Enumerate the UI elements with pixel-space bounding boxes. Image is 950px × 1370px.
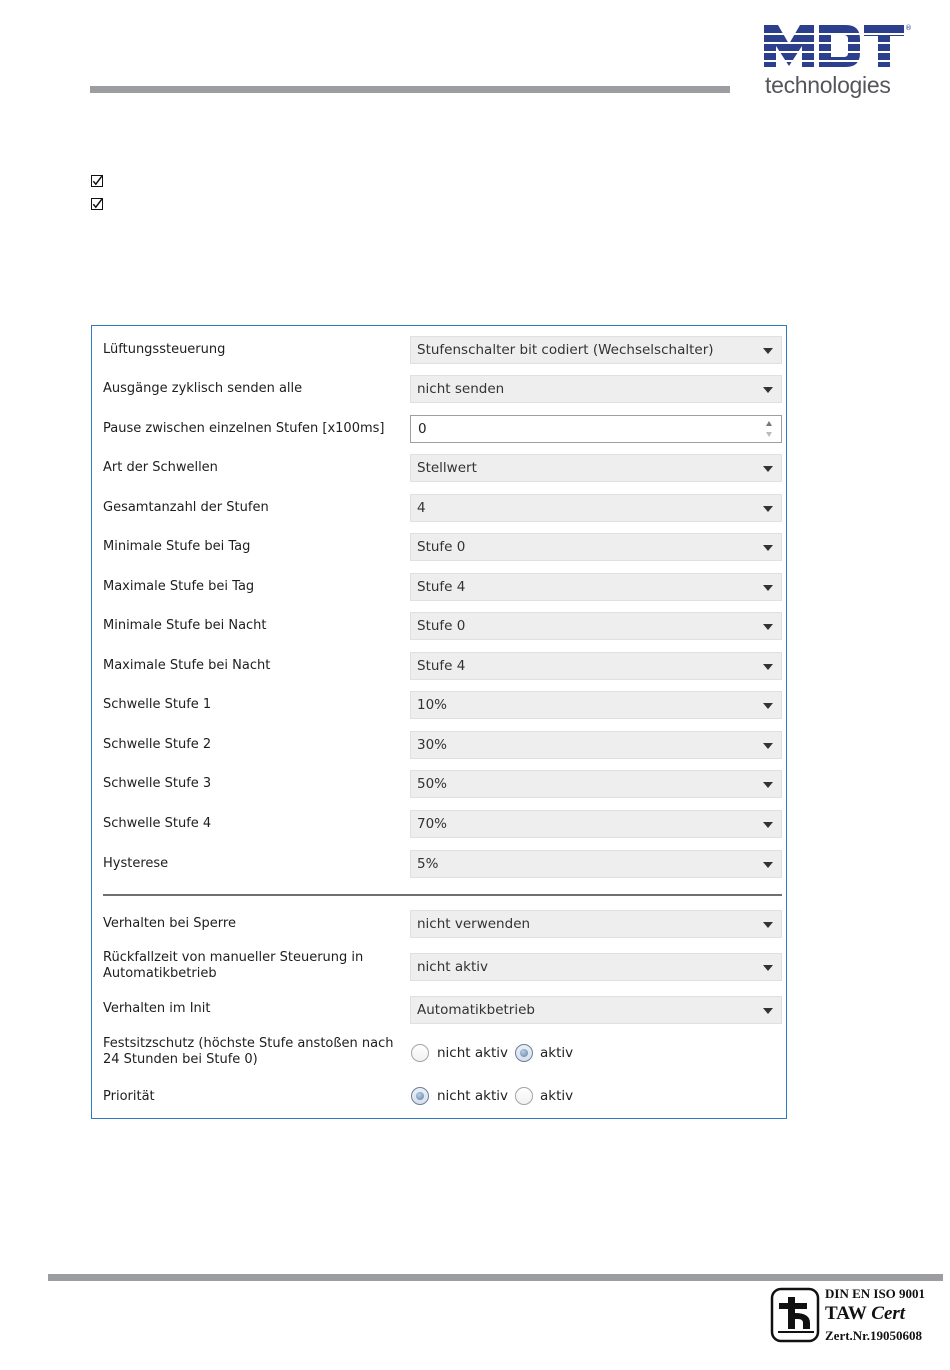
checkbox-checked-icon[interactable]	[91, 175, 103, 187]
param-label: Maximale Stufe bei Nacht	[103, 658, 271, 673]
dropdown-value: Stufe 4	[417, 658, 466, 674]
param-label: Festsitzschutz (höchste Stufe anstoßen nach 24 Stunden bei Stufe 0)	[103, 1036, 394, 1067]
radio-label: aktiv	[540, 1088, 574, 1104]
chevron-down-icon	[763, 965, 773, 971]
param-label: Verhalten im Init	[103, 1001, 211, 1016]
dropdown-value: Stufe 0	[417, 618, 466, 634]
parameter-panel	[91, 325, 787, 1119]
fallback-time-dropdown[interactable]	[410, 953, 782, 981]
radio-aktiv[interactable]	[515, 1087, 533, 1105]
param-label: Lüftungssteuerung	[103, 342, 226, 357]
min-level-night-dropdown[interactable]	[410, 612, 782, 640]
param-label: Schwelle Stufe 3	[103, 776, 212, 791]
chevron-down-icon	[763, 703, 773, 709]
registered-mark: ®	[905, 24, 912, 32]
chevron-down-icon	[763, 922, 773, 928]
param-label: Schwelle Stufe 2	[103, 737, 212, 752]
threshold-level-1-dropdown[interactable]	[410, 691, 782, 719]
chevron-down-icon	[763, 782, 773, 788]
chevron-down-icon	[763, 624, 773, 630]
spinbox-value: 0	[418, 421, 427, 437]
dropdown-value: nicht aktiv	[417, 959, 488, 975]
chevron-down-icon	[763, 545, 773, 551]
total-levels-dropdown[interactable]	[410, 494, 782, 522]
param-label: Verhalten bei Sperre	[103, 916, 236, 931]
footer-rule	[48, 1274, 943, 1281]
chevron-down-icon	[763, 862, 773, 868]
param-label: Rückfallzeit von manueller Steuerung in Automatikbetrieb	[103, 950, 364, 981]
dropdown-value: 4	[417, 500, 426, 516]
dropdown-value: nicht senden	[417, 381, 505, 397]
param-label: Art der Schwellen	[103, 460, 218, 475]
radio-nicht-aktiv-selected[interactable]	[411, 1087, 429, 1105]
param-label: Minimale Stufe bei Tag	[103, 539, 251, 554]
section-divider	[103, 894, 782, 896]
cert-number: Zert.Nr.19050608	[825, 1328, 923, 1343]
radio-label: nicht aktiv	[437, 1088, 508, 1104]
param-label: Ausgänge zyklisch senden alle	[103, 381, 303, 396]
chevron-down-icon	[763, 466, 773, 472]
chevron-down-icon	[763, 348, 773, 354]
chevron-down-icon	[763, 822, 773, 828]
lock-behavior-dropdown[interactable]	[410, 910, 782, 938]
chevron-down-icon	[763, 743, 773, 749]
param-label: Hysterese	[103, 856, 169, 871]
max-level-day-dropdown[interactable]	[410, 573, 782, 601]
max-level-night-dropdown[interactable]	[410, 652, 782, 680]
iso-certificate	[770, 1285, 940, 1347]
param-label: Maximale Stufe bei Tag	[103, 579, 255, 594]
cyclic-send-dropdown[interactable]	[410, 375, 782, 403]
mdt-logo	[764, 22, 914, 100]
param-label: Schwelle Stufe 1	[103, 697, 212, 712]
init-behavior-dropdown[interactable]	[410, 996, 782, 1024]
hysteresis-dropdown[interactable]	[410, 850, 782, 878]
logo-tagline: technologies	[765, 72, 891, 98]
dropdown-value: 70%	[417, 816, 448, 832]
dropdown-value: 50%	[417, 776, 448, 792]
mdt-logo-mark	[764, 22, 904, 70]
radio-aktiv-selected[interactable]	[515, 1044, 533, 1062]
dropdown-value: 30%	[417, 737, 448, 753]
dropdown-value: 5%	[417, 856, 439, 872]
threshold-level-2-dropdown[interactable]	[410, 731, 782, 759]
pause-spinbox[interactable]	[410, 415, 782, 443]
dropdown-value: nicht verwenden	[417, 916, 531, 932]
dropdown-value: Stufenschalter bit codiert (Wechselschalter)	[417, 342, 714, 358]
radio-nicht-aktiv[interactable]	[411, 1044, 429, 1062]
dropdown-value: 10%	[417, 697, 448, 713]
taw-cert-logo-icon	[770, 1285, 822, 1345]
dropdown-value: Stufe 0	[417, 539, 466, 555]
chevron-down-icon	[763, 585, 773, 591]
param-label: Schwelle Stufe 4	[103, 816, 212, 831]
chevron-down-icon	[763, 664, 773, 670]
chevron-down-icon	[763, 506, 773, 512]
radio-label: nicht aktiv	[437, 1045, 508, 1061]
spin-up-icon[interactable]	[766, 421, 772, 426]
param-label: Priorität	[103, 1089, 155, 1104]
threshold-level-4-dropdown[interactable]	[410, 810, 782, 838]
param-label: Minimale Stufe bei Nacht	[103, 618, 267, 633]
cert-name-a: TAW	[825, 1303, 872, 1324]
checkbox-checked-icon[interactable]	[91, 198, 103, 210]
param-label: Pause zwischen einzelnen Stufen [x100ms]	[103, 421, 385, 436]
chevron-down-icon	[763, 1008, 773, 1014]
radio-label: aktiv	[540, 1045, 574, 1061]
chevron-down-icon	[763, 387, 773, 393]
spin-down-icon[interactable]	[766, 432, 772, 437]
cert-standard: DIN EN ISO 9001	[825, 1286, 926, 1301]
ventilation-control-dropdown[interactable]	[410, 336, 782, 364]
dropdown-value: Automatikbetrieb	[417, 1002, 535, 1018]
dropdown-value: Stufe 4	[417, 579, 466, 595]
threshold-type-dropdown[interactable]	[410, 454, 782, 482]
cert-name	[825, 1303, 905, 1325]
cert-name-b: Cert	[871, 1303, 906, 1324]
min-level-day-dropdown[interactable]	[410, 533, 782, 561]
dropdown-value: Stellwert	[417, 460, 477, 476]
param-label: Gesamtanzahl der Stufen	[103, 500, 269, 515]
threshold-level-3-dropdown[interactable]	[410, 770, 782, 798]
header-rule	[90, 86, 730, 93]
